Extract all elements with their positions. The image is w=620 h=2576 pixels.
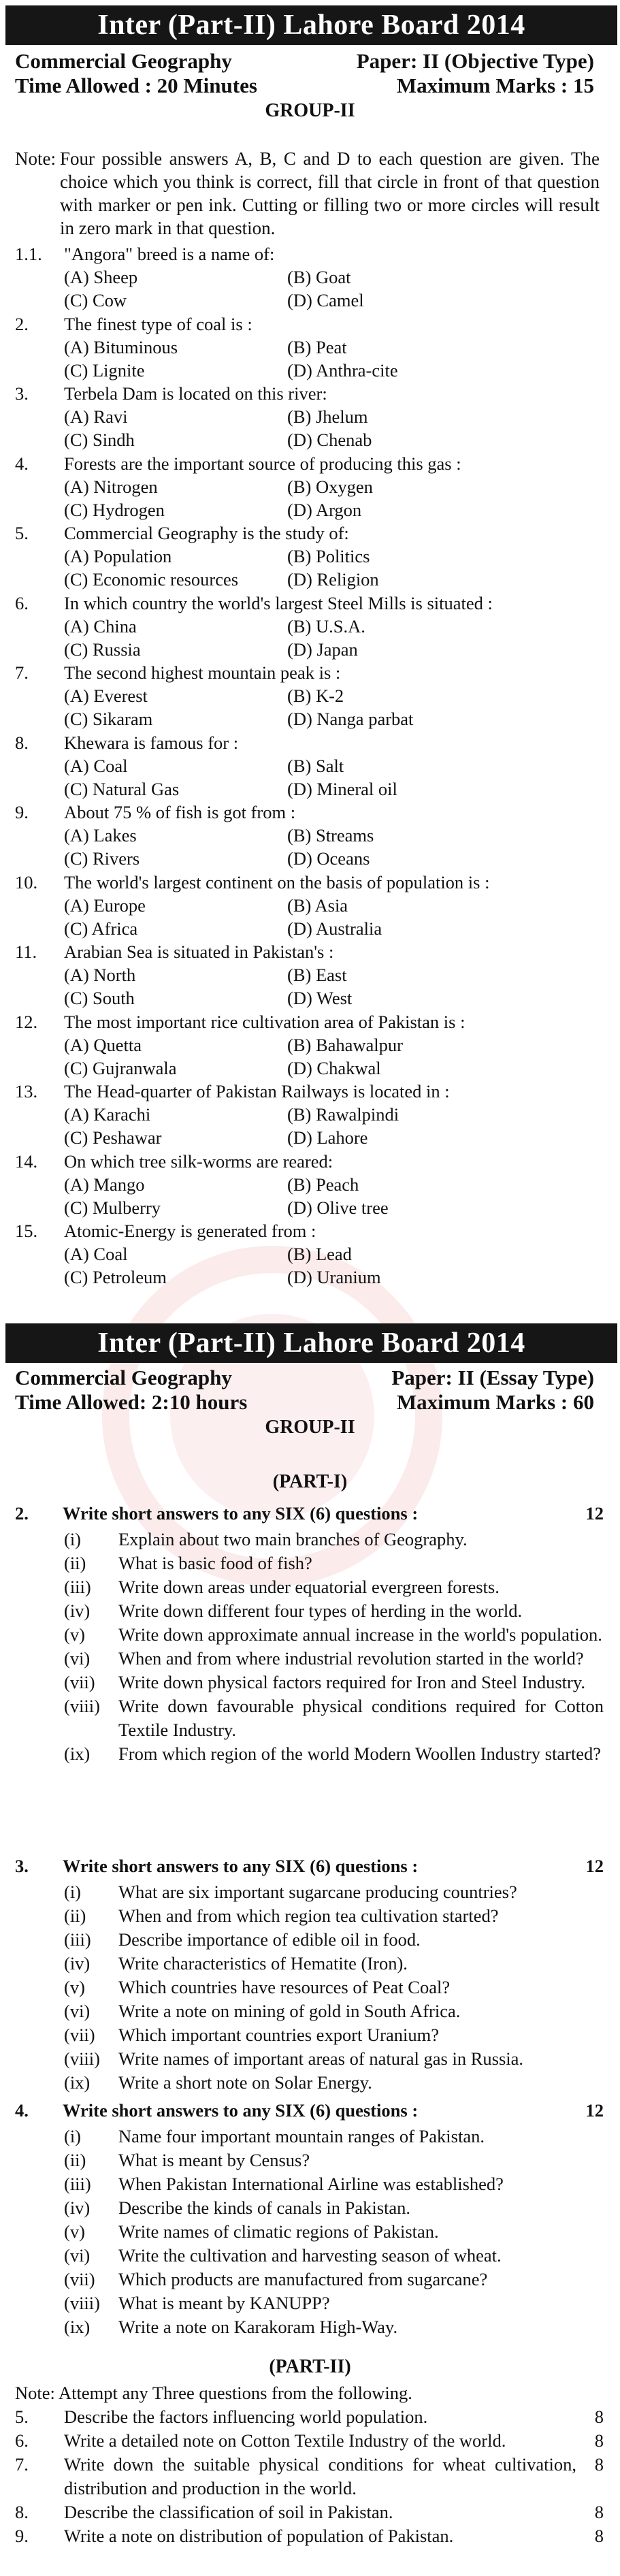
mcq-option-c: (C) Natural Gas	[64, 778, 180, 799]
short-question-text: From which region of the world Modern Woollen Industry started?	[118, 1743, 602, 1764]
mcq-option-d: (D) Olive tree	[287, 1197, 389, 1218]
mcq-question: The finest type of coal is :	[64, 313, 252, 334]
short-question-text: Write down areas under equatorial evergreen forests.	[118, 1577, 500, 1597]
short-question-item	[15, 2172, 604, 2196]
part2-note: Note: Attempt any Three questions from the following.	[15, 2383, 412, 2403]
objective-questions	[15, 242, 593, 1289]
objective-header-row-1	[15, 49, 594, 74]
note-text: Four possible answers A, B, C and D to each question are given. The choice which you think is correct, fill that circle in front of that question with marker or pen ink. Cutting or filling two or more circles will result in zero mark in that question.	[60, 148, 600, 238]
mcq-number: 3.	[15, 383, 29, 404]
short-question-numeral: (vi)	[64, 1648, 91, 1669]
short-question-item	[15, 2315, 604, 2339]
mcq-option-b: (B) East	[287, 965, 347, 985]
short-question-item	[15, 2023, 604, 2047]
mcq-option-c: (C) Africa	[64, 918, 138, 939]
mcq-question: Arabian Sea is situated in Pakistan's :	[64, 941, 334, 962]
mcq-item	[15, 940, 593, 1010]
short-question-item	[15, 1742, 604, 1766]
mcq-option-b: (B) Peach	[287, 1174, 359, 1195]
long-question-number: 7.	[15, 2454, 29, 2475]
short-question-item	[15, 1551, 604, 1575]
short-questions-section-4	[15, 2099, 604, 2339]
mcq-option-c: (C) Cow	[64, 290, 127, 310]
long-question-marks: 8	[594, 2406, 604, 2427]
mcq-item	[15, 592, 593, 662]
mcq-option-a: (A) Coal	[64, 755, 128, 776]
mcq-option-c: (C) Gujranwala	[64, 1057, 177, 1078]
part1-title: (PART-I)	[272, 1471, 348, 1492]
objective-subject: Commercial Geography	[15, 49, 232, 73]
mcq-question: The world's largest continent on the basis of population is :	[64, 871, 490, 892]
essay-header-row-2	[15, 1390, 594, 1415]
short-question-text: What are six important sugarcane producing countries?	[118, 1882, 517, 1902]
long-question-text: Write a detailed note on Cotton Textile Industry of the world.	[64, 2430, 506, 2451]
short-question-text: Explain about two main branches of Geography.	[118, 1529, 468, 1549]
mcq-option-c: (C) Mulberry	[64, 1197, 161, 1218]
mcq-option-d: (D) Uranium	[287, 1267, 381, 1287]
essay-group: GROUP-II	[265, 1417, 355, 1438]
mcq-item	[15, 452, 593, 522]
short-question-numeral: (ix)	[64, 2072, 91, 2093]
short-question-text: Write down different four types of herding in the world.	[118, 1600, 523, 1621]
short-question-item	[15, 2125, 604, 2148]
mcq-item	[15, 382, 593, 452]
short-question-numeral: (vii)	[64, 2269, 95, 2289]
short-question-numeral: (iv)	[64, 1953, 91, 1974]
mcq-question: Commercial Geography is the study of:	[64, 523, 349, 543]
objective-note	[15, 147, 600, 240]
mcq-option-b: (B) Jhelum	[287, 406, 368, 427]
short-question-numeral: (vi)	[64, 2245, 91, 2266]
long-question-text: Describe the factors influencing world population.	[64, 2406, 428, 2427]
mcq-option-a: (A) Europe	[64, 895, 146, 916]
long-question-number: 8.	[15, 2502, 29, 2522]
objective-marks: Maximum Marks : 15	[396, 74, 594, 97]
short-question-text: When Pakistan International Airline was established?	[118, 2174, 504, 2194]
mcq-option-a: (A) Mango	[64, 1174, 145, 1195]
mcq-option-b: (B) K-2	[287, 686, 344, 706]
long-question-item	[15, 2524, 604, 2548]
long-question-marks: 8	[594, 2454, 604, 2475]
mcq-option-d: (D) Lahore	[287, 1127, 368, 1148]
short-question-numeral: (vii)	[64, 1672, 95, 1692]
objective-time: Time Allowed : 20 Minutes	[15, 74, 257, 97]
mcq-question: Atomic-Energy is generated from :	[64, 1221, 316, 1241]
short-question-text: Which important countries export Uranium?	[118, 2025, 439, 2045]
short-question-item	[15, 1928, 604, 1952]
section-heading	[15, 1854, 604, 1880]
long-question-item	[15, 2453, 604, 2500]
long-question-item	[15, 2500, 604, 2524]
mcq-number: 4.	[15, 453, 29, 474]
mcq-option-d: (D) Mineral oil	[287, 778, 397, 799]
mcq-option-c: (C) Rivers	[64, 848, 140, 869]
mcq-option-b: (B) Asia	[287, 895, 348, 916]
short-question-item	[15, 1976, 604, 1999]
mcq-question: Khewara is famous for :	[64, 732, 239, 753]
section-number: 4.	[15, 2100, 29, 2121]
mcq-number: 15.	[15, 1221, 38, 1241]
short-question-item	[15, 1952, 604, 1976]
short-question-numeral: (viii)	[64, 1696, 100, 1716]
short-question-item	[15, 2268, 604, 2291]
short-question-numeral: (iv)	[64, 2197, 91, 2218]
essay-time: Time Allowed: 2:10 hours	[15, 1390, 248, 1414]
short-question-item	[15, 1623, 604, 1647]
short-question-item	[15, 1880, 604, 1904]
essay-header-row-1	[15, 1366, 594, 1390]
mcq-option-a: (A) Coal	[64, 1244, 128, 1264]
mcq-option-a: (A) Quetta	[64, 1034, 142, 1055]
mcq-number: 11.	[15, 941, 37, 962]
short-question-text: Write down favourable physical conditions required for Cotton Textile Industry.	[118, 1696, 604, 1740]
essay-banner: Inter (Part-II) Lahore Board 2014	[5, 1323, 617, 1363]
mcq-option-c: (C) Russia	[64, 639, 141, 660]
mcq-option-a: (A) Ravi	[64, 406, 128, 427]
mcq-question: The most important rice cultivation area of Pakistan is :	[64, 1011, 466, 1032]
mcq-option-b: (B) Salt	[287, 755, 344, 776]
mcq-item	[15, 801, 593, 871]
short-question-item	[15, 1999, 604, 2023]
mcq-question: Forests are the important source of producing this gas :	[64, 453, 461, 474]
short-question-item	[15, 1671, 604, 1694]
long-question-number: 9.	[15, 2526, 29, 2546]
mcq-option-d: (D) Argon	[287, 499, 362, 520]
mcq-question: "Angora" breed is a name of:	[64, 244, 275, 264]
long-question-text: Write a note on distribution of population of Pakistan.	[64, 2526, 454, 2546]
short-questions-section-2	[15, 1502, 604, 1766]
short-question-numeral: (ix)	[64, 2317, 91, 2337]
mcq-option-a: (A) Sheep	[64, 267, 138, 287]
long-question-item	[15, 2429, 604, 2453]
mcq-option-b: (B) Lead	[287, 1244, 352, 1264]
short-question-numeral: (ix)	[64, 1743, 91, 1764]
short-question-numeral: (iv)	[64, 1600, 91, 1621]
mcq-option-a: (A) China	[64, 615, 137, 637]
mcq-option-d: (D) Anthra-cite	[287, 359, 398, 381]
short-question-numeral: (vi)	[64, 2001, 91, 2021]
mcq-question: The second highest mountain peak is :	[64, 662, 341, 683]
short-question-item	[15, 1904, 604, 1928]
short-question-numeral: (i)	[64, 1529, 82, 1549]
long-question-number: 6.	[15, 2430, 29, 2451]
mcq-option-b: (B) Streams	[287, 825, 374, 846]
mcq-number: 6.	[15, 592, 29, 613]
short-question-numeral: (iii)	[64, 2174, 91, 2194]
short-question-text: Describe the kinds of canals in Pakistan.	[118, 2197, 411, 2218]
section-instruction: Write short answers to any SIX (6) questions :	[63, 1503, 419, 1524]
mcq-number: 14.	[15, 1150, 38, 1172]
short-question-text: Write down physical factors required for Iron and Steel Industry.	[118, 1672, 585, 1692]
short-question-text: Name four important mountain ranges of Pakistan.	[118, 2126, 485, 2146]
short-question-text: Write characteristics of Hematite (Iron).	[118, 1953, 408, 1974]
mcq-item	[15, 1080, 593, 1150]
mcq-option-a: (A) Population	[64, 546, 172, 566]
mcq-option-b: (B) Peat	[287, 336, 347, 357]
mcq-number: 13.	[15, 1081, 38, 1101]
short-question-numeral: (ii)	[64, 2150, 86, 2170]
short-question-text: What is meant by Census?	[118, 2150, 310, 2170]
long-question-text: Describe the classification of soil in Pakistan.	[64, 2502, 393, 2522]
short-question-item	[15, 1647, 604, 1671]
mcq-question: The Head-quarter of Pakistan Railways is located in :	[64, 1081, 450, 1101]
short-question-numeral: (iii)	[64, 1577, 91, 1597]
short-question-item	[15, 2148, 604, 2172]
essay-subject: Commercial Geography	[15, 1366, 232, 1389]
mcq-option-b: (B) Oxygen	[287, 476, 373, 497]
long-questions	[15, 2381, 604, 2548]
short-question-item	[15, 1575, 604, 1599]
mcq-item	[15, 661, 593, 731]
short-question-numeral: (iii)	[64, 1929, 91, 1950]
essay-paper: Paper: II (Essay Type)	[391, 1366, 594, 1389]
mcq-option-d: (D) Japan	[287, 639, 358, 660]
mcq-option-d: (D) Camel	[287, 290, 364, 310]
mcq-number: 2.	[15, 313, 29, 334]
mcq-option-d: (D) Chakwal	[287, 1057, 381, 1078]
short-question-text: Which countries have resources of Peat Coal?	[118, 1977, 451, 1997]
section-number: 2.	[15, 1503, 29, 1524]
part2-title: (PART-II)	[269, 2356, 351, 2377]
mcq-number: 10.	[15, 871, 38, 892]
mcq-item	[15, 242, 593, 312]
short-question-numeral: (v)	[64, 2221, 85, 2242]
short-question-text: Write names of climatic regions of Pakistan.	[118, 2221, 439, 2242]
mcq-option-c: (C) South	[64, 988, 135, 1008]
section-heading	[15, 1502, 604, 1528]
short-question-text: Which products are manufactured from sugarcane?	[118, 2269, 488, 2289]
mcq-option-b: (B) Rawalpindi	[287, 1104, 399, 1125]
objective-paper: Paper: II (Objective Type)	[356, 49, 594, 73]
mcq-number: 8.	[15, 732, 29, 753]
note-label: Note:	[15, 148, 56, 169]
mcq-item	[15, 1150, 593, 1220]
mcq-option-b: (B) Politics	[287, 546, 370, 566]
short-question-item	[15, 2291, 604, 2315]
mcq-number: 12.	[15, 1011, 38, 1032]
short-question-item	[15, 1694, 604, 1742]
mcq-option-c: (C) Economic resources	[64, 569, 239, 590]
mcq-option-c: (C) Sikaram	[64, 709, 153, 729]
short-question-numeral: (i)	[64, 2126, 82, 2146]
mcq-item	[15, 1010, 593, 1080]
essay-marks: Maximum Marks : 60	[396, 1390, 594, 1414]
section-heading	[15, 2099, 604, 2125]
mcq-item	[15, 731, 593, 801]
mcq-option-a: (A) Lakes	[64, 825, 137, 846]
short-question-numeral: (vii)	[64, 2025, 95, 2045]
short-question-text: What is meant by KANUPP?	[118, 2293, 330, 2313]
section-marks: 12	[585, 1503, 604, 1524]
short-question-numeral: (v)	[64, 1977, 85, 1997]
long-question-item	[15, 2405, 604, 2429]
objective-banner: Inter (Part-II) Lahore Board 2014	[5, 5, 617, 45]
mcq-option-c: (C) Sindh	[64, 430, 135, 450]
short-question-text: Write down approximate annual increase in the world's population.	[118, 1624, 602, 1645]
mcq-option-a: (A) Everest	[64, 686, 148, 706]
short-question-text: Write a short note on Solar Energy.	[118, 2072, 372, 2093]
objective-group: GROUP-II	[265, 100, 355, 121]
short-question-text: What is basic food of fish?	[118, 1553, 312, 1573]
short-question-numeral: (i)	[64, 1882, 82, 1902]
mcq-option-c: (C) Petroleum	[64, 1267, 167, 1287]
mcq-option-b: (B) Goat	[287, 267, 351, 287]
mcq-item	[15, 1219, 593, 1289]
mcq-question: About 75 % of fish is got from :	[64, 802, 296, 822]
mcq-option-b: (B) Bahawalpur	[287, 1034, 403, 1055]
section-marks: 12	[585, 2100, 604, 2121]
mcq-option-d: (D) Religion	[287, 569, 379, 590]
section-marks: 12	[585, 1856, 604, 1876]
mcq-number: 5.	[15, 523, 29, 543]
short-question-item	[15, 2071, 604, 2095]
short-question-text: When and from where industrial revolution started in the world?	[118, 1648, 584, 1669]
short-question-text: Write a note on Karakoram High-Way.	[118, 2317, 398, 2337]
mcq-number: 7.	[15, 662, 29, 683]
long-question-text: Write down the suitable physical conditions for wheat cultivation, distribution and production in the world.	[64, 2454, 576, 2498]
short-question-item	[15, 2244, 604, 2268]
short-question-item	[15, 2047, 604, 2071]
long-question-number: 5.	[15, 2406, 29, 2427]
short-question-text: Write the cultivation and harvesting season of wheat.	[118, 2245, 502, 2266]
short-question-numeral: (ii)	[64, 1553, 86, 1573]
short-question-item	[15, 2196, 604, 2220]
mcq-item	[15, 521, 593, 592]
mcq-option-d: (D) Chenab	[287, 430, 372, 450]
mcq-option-a: (A) Nitrogen	[64, 476, 158, 497]
mcq-option-c: (C) Peshawar	[64, 1127, 162, 1148]
mcq-number: 1.1.	[15, 244, 42, 264]
mcq-option-a: (A) Karachi	[64, 1104, 151, 1125]
mcq-option-d: (D) Australia	[287, 918, 382, 939]
mcq-option-d: (D) Nanga parbat	[287, 709, 414, 729]
mcq-option-b: (B) U.S.A.	[287, 615, 365, 637]
long-question-marks: 8	[594, 2430, 604, 2451]
section-instruction: Write short answers to any SIX (6) questions :	[63, 1856, 419, 1876]
section-instruction: Write short answers to any SIX (6) questions :	[63, 2100, 419, 2121]
short-questions-section-3	[15, 1854, 604, 2095]
short-question-text: Describe importance of edible oil in food.	[118, 1929, 421, 1950]
short-question-item	[15, 1528, 604, 1551]
mcq-number: 9.	[15, 802, 29, 822]
mcq-option-d: (D) West	[287, 988, 353, 1008]
mcq-option-a: (A) Bituminous	[64, 336, 178, 357]
mcq-option-c: (C) Lignite	[64, 359, 145, 381]
short-question-text: When and from which region tea cultivation started?	[118, 1905, 499, 1926]
short-question-text: Write names of important areas of natural gas in Russia.	[118, 2048, 524, 2069]
long-question-marks: 8	[594, 2502, 604, 2522]
section-number: 3.	[15, 1856, 29, 1876]
objective-header-row-2	[15, 74, 594, 98]
mcq-question: In which country the world's largest Steel Mills is situated :	[64, 592, 493, 613]
long-question-marks: 8	[594, 2526, 604, 2546]
mcq-option-a: (A) North	[64, 965, 136, 985]
short-question-numeral: (viii)	[64, 2293, 100, 2313]
mcq-item	[15, 871, 593, 941]
short-question-numeral: (viii)	[64, 2048, 100, 2069]
short-question-item	[15, 2220, 604, 2244]
mcq-question: Terbela Dam is located on this river:	[64, 383, 327, 404]
mcq-option-d: (D) Oceans	[287, 848, 370, 869]
mcq-option-c: (C) Hydrogen	[64, 499, 165, 520]
long-question-list	[15, 2405, 604, 2548]
short-question-item	[15, 1599, 604, 1623]
short-question-numeral: (v)	[64, 1624, 85, 1645]
mcq-item	[15, 312, 593, 383]
mcq-question: On which tree silk-worms are reared:	[64, 1150, 333, 1172]
short-question-numeral: (ii)	[64, 1905, 86, 1926]
short-question-text: Write a note on mining of gold in South Africa.	[118, 2001, 461, 2021]
